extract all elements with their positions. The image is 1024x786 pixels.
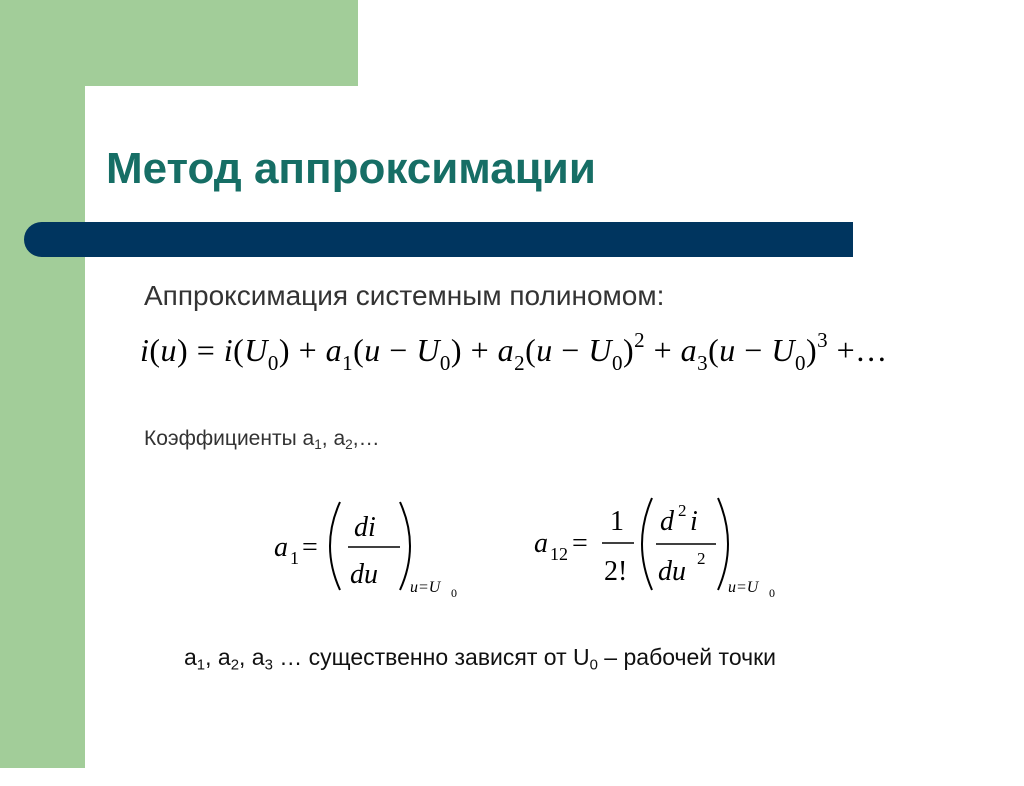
top-green-block [0, 0, 358, 86]
a1-left-paren [330, 502, 340, 590]
a1-lhs: a [274, 532, 288, 563]
formula-a12 [534, 498, 775, 600]
a12-left-paren [642, 498, 652, 590]
coefficients-label: Коэффициенты $a_1$, $a_2,\dots$ [144, 427, 380, 453]
title-underline-bar [24, 222, 853, 257]
a12-den-du: du [658, 556, 686, 587]
derivative-formulas [260, 488, 800, 613]
a12-condition-sub: 0 [769, 586, 775, 600]
a12-num-pow: 2 [678, 501, 687, 520]
a12-num-d: d [660, 506, 674, 537]
a12-eq: = [572, 528, 588, 559]
a12-right-paren [718, 498, 728, 590]
a12-frac-num: 1 [610, 506, 624, 537]
a1-eq: = [302, 532, 318, 563]
bottom-note: $a_1$, $a_2$, $a_3$ … существенно зависят от $U_0$ – рабочей точки [184, 644, 777, 674]
a1-condition-sub: 0 [451, 586, 457, 600]
a12-frac-den: 2! [604, 556, 628, 587]
left-green-stripe [0, 0, 85, 768]
a1-right-paren [400, 502, 410, 590]
a1-numerator: di [354, 512, 376, 543]
a1-denominator: du [350, 559, 378, 590]
slide-subtitle: Аппроксимация системным полиномом: [144, 280, 665, 311]
a1-lhs-sub: 1 [290, 548, 299, 568]
formula-a1 [274, 502, 457, 600]
a12-lhs: a [534, 528, 548, 559]
a12-den-pow: 2 [697, 549, 706, 568]
slide-title: Метод аппроксимации [106, 144, 596, 193]
a12-lhs-sub: 12 [550, 544, 568, 564]
a12-num-i: i [690, 506, 698, 537]
polynomial-formula: $i(u) = i(U_0) + a_1(u - U_0) + a_2(u - U_0)^2 + a_3(u - U_0)^3$ +… [140, 328, 888, 375]
a12-condition: u=U [728, 579, 759, 596]
a1-condition: u=U [410, 579, 441, 596]
